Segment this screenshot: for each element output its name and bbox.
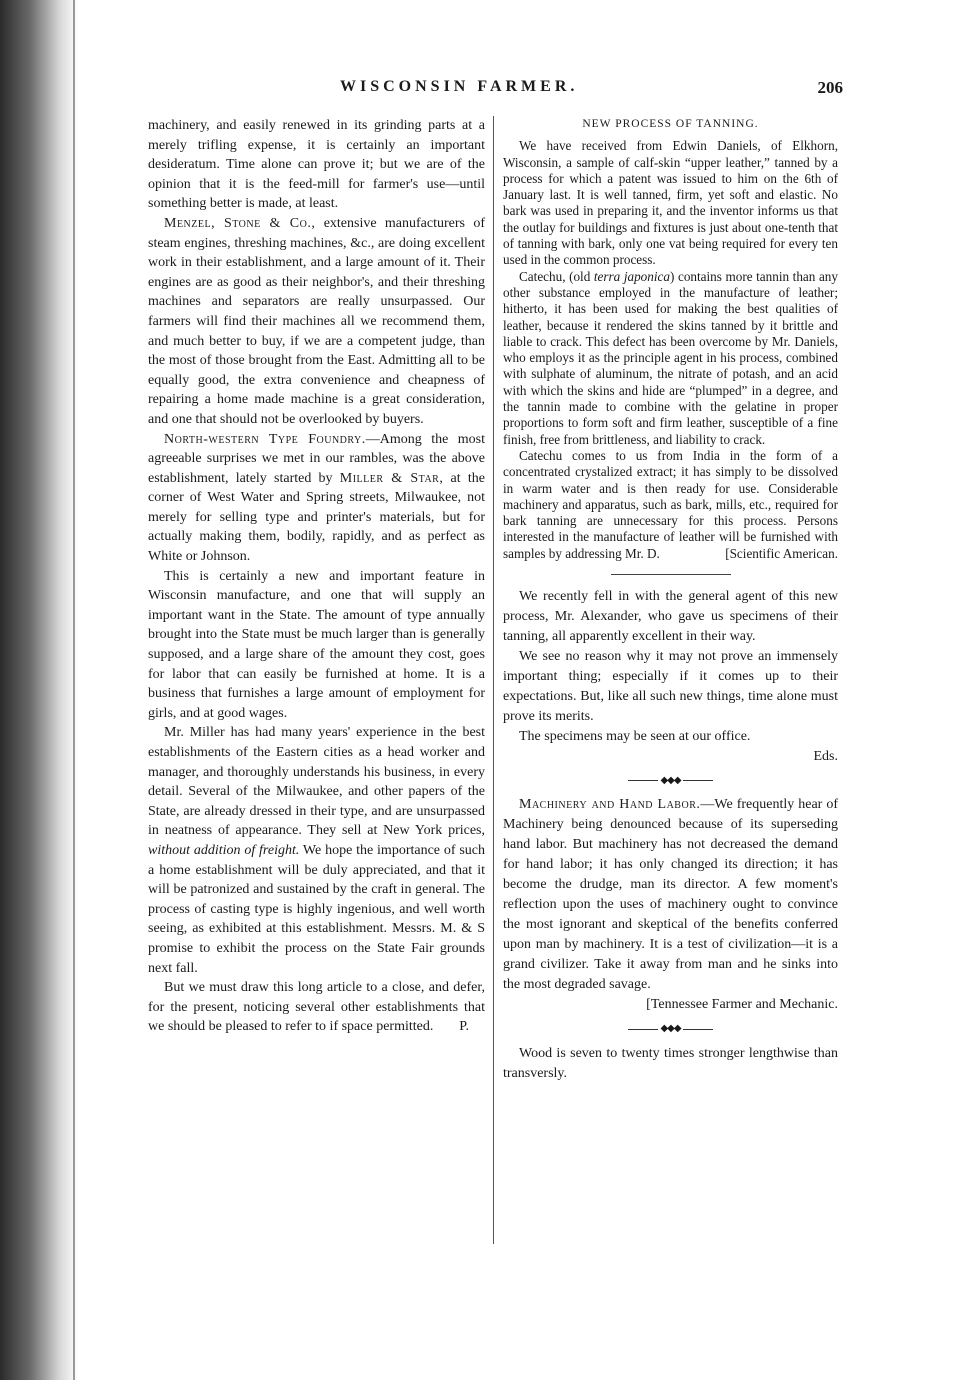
binding-gutter-shadow — [0, 0, 78, 1380]
miller-star-names: Miller & Star, — [339, 470, 444, 486]
mr-miller-italic: without addition of freight. — [148, 842, 300, 858]
catechu-italic: terra japonica — [593, 268, 670, 284]
paragraph-menzel-stone — [148, 214, 485, 430]
type-foundry-body-2: at the corner of West Water and Spring streets, Milwaukee, not merely for selling type and printer's materials, but for actually making them, bodily, rapidly, and as perfect as White or Johnson. — [148, 470, 485, 565]
page-number: 206 — [817, 78, 843, 97]
running-title: WISCONSIN FARMER. — [340, 78, 579, 95]
machinery-lead: Machinery and Hand Labor. — [519, 797, 701, 813]
catechu-body-a: Catechu, (old — [519, 268, 594, 284]
author-signature: P. — [459, 1019, 469, 1035]
paragraph-specimens: The specimens may be seen at our office. — [519, 729, 751, 745]
paragraph-agent: We recently fell in with the general agent of this new process, Mr. Alexander, who gave us specimens of their tanning, all apparently excellent in their way. — [503, 589, 838, 645]
paragraph-reason: We see no reason why it may not prove an immensely important thing; especially if it comes up to their expectations. But, like all such new things, time alone must prove its merits. — [503, 649, 838, 725]
scientific-american-source: [Scientific American. — [725, 545, 838, 561]
mr-miller-body-a: Mr. Miller has had many years' experience in the best establishments of the Eastern cities as a head worker and manager, and thoroughly understands his business, in every detail. Several of the Milwaukee, and other papers of the State, are already dressed in their type, and are unsurpassed in neatness of appearance. They sell at New York prices, — [148, 725, 485, 839]
type-foundry-body-1: —Among the most agreeable surprises we met in our rambles, was the above establishment, lately started by — [148, 431, 485, 486]
editors-signature: Eds. — [813, 749, 838, 765]
tanning-heading: NEW PROCESS OF TANNING. — [582, 118, 759, 130]
editors-note — [503, 587, 838, 767]
wood-section — [503, 1044, 838, 1084]
catechu-body-b: ) contains more tannin than any other substance employed in the manufacture of leather; hitherto, it has been used for making the best qualities of leather, because it rendered the skins tanned by it brittle and liable to crack. This defect has been overcome by Mr. Daniels, who employs it as the principle agent in his process, combined with sulphate of aluminum, the nitrate of potash, and an acid with which the skins and hide are “plumped” in a degree, and the tannin made to combine with the gelatine in proper proportions to form soft and firm leather, susceptible of a fine finish, free from brittleness, and liability to crack. — [503, 268, 838, 447]
column-divider — [493, 116, 494, 1244]
paragraph-mr-miller — [148, 723, 485, 978]
paragraph-wood: Wood is seven to twenty times stronger lengthwise than transversly. — [503, 1045, 838, 1081]
running-header — [340, 78, 843, 100]
paragraph-machinery — [503, 795, 838, 995]
left-column — [148, 116, 485, 1037]
machinery-body: —We frequently hear of Machinery being denounced because of its superseding hand labor. But machinery has not decreased the demand for hand labor; it has only changed its direction; it has become the drudge, man its director. A few moment's reflection upon the uses of machinery ought to convince the most ignorant and skeptical of the benefits conferred upon man by machinery. It is a test of civilization—it is a grand civilizer. Take it away from man and he sinks into the most degraded savage. — [503, 797, 838, 993]
menzel-stone-body: extensive manufacturers of steam engines, threshing machines, &c., are doing excellent work in their establishment, and a large amount of it. Their engines are as good as their neighbor's, and their threshing machines and separators are really unsurpassed. Our farmers will find their machines all we recommend them, and much better to buy, if we are a competent judge, than the most of those brought from the East. Admitting all to be equally good, the extra convenience and cheapness of repairing a home made machine is a great consideration, and one that should not be overlooked by buyers. — [148, 215, 485, 427]
paragraph-catechu — [503, 269, 838, 448]
paragraph-daniels: We have received from Edwin Daniels, of Elkhorn, Wisconsin, a sample of calf-skin “upper leather,” tanned by a process for which a patent was issued to him on the 6th of January last. It is well tanned, firm, yet soft and elastic. No bark was used in preparing it, and the inventor informs us that the outlay for buildings and fixtures is just about one-tenth that of tanning with bark, only one vat being required for every ten used in the common process. — [503, 138, 838, 268]
ornament-divider-1: ◆◆◆ — [503, 773, 838, 789]
close-body: But we must draw this long article to a close, and defer, for the present, noticing several other establishments that we should be pleased to refer to if space permitted. — [148, 980, 485, 1035]
right-column — [503, 116, 838, 1084]
mr-miller-body-b: We hope the importance of such a home establishment will be duly appreciated, and that it will be patronized and sustained by the craft in general. The process of casting type is highly ingenious, and well worth seeing, as exhibited at this establishment. Messrs. M. & S promise to exhibit the process on the State Fair grounds next fall. — [148, 842, 485, 976]
binding-spine-line — [73, 0, 75, 1380]
catechu-india-body: Catechu comes to us from India in the form of a concentrated crystalized extract; it has simply to be dissolved in warm water and is then ready for use. Considerable machinery and apparatus, such as bark, mills, etc., required for bark tanning are unnecessary for this process. Persons interested in the manufacture of leather will be furnished with samples by addressing Mr. D. — [503, 447, 838, 561]
section-rule — [611, 574, 731, 575]
paragraph-close — [148, 978, 485, 1037]
paragraph-catechu-india — [503, 448, 838, 562]
paragraph-new-feature: This is certainly a new and important feature in Wisconsin manufacture, and one that will supply an important want in the State. The amount of type annually brought into the State must be much larger than is generally supposed, and a large share of the amount they cost, goes for labor that can easily be furnished at home. It is a business that furnishes a large amount of employment for girls, and at good wages. — [148, 568, 485, 721]
machinery-section — [503, 795, 838, 1015]
menzel-stone-lead: Menzel, Stone & Co., — [164, 215, 316, 231]
type-foundry-lead: North-western Type Foundry. — [164, 431, 366, 447]
ornament-divider-2: ◆◆◆ — [503, 1021, 838, 1037]
paragraph-type-foundry — [148, 430, 485, 567]
tennessee-source: [Tennessee Farmer and Mechanic. — [646, 997, 838, 1013]
paragraph-feed-mill: machinery, and easily renewed in its grinding parts at a merely trifling expense, it is certainly an important desideratum. Time alone can prove it; but we are of the opinion that it is the feed-mill for farmer's use—until something better is made, at least. — [148, 118, 485, 212]
